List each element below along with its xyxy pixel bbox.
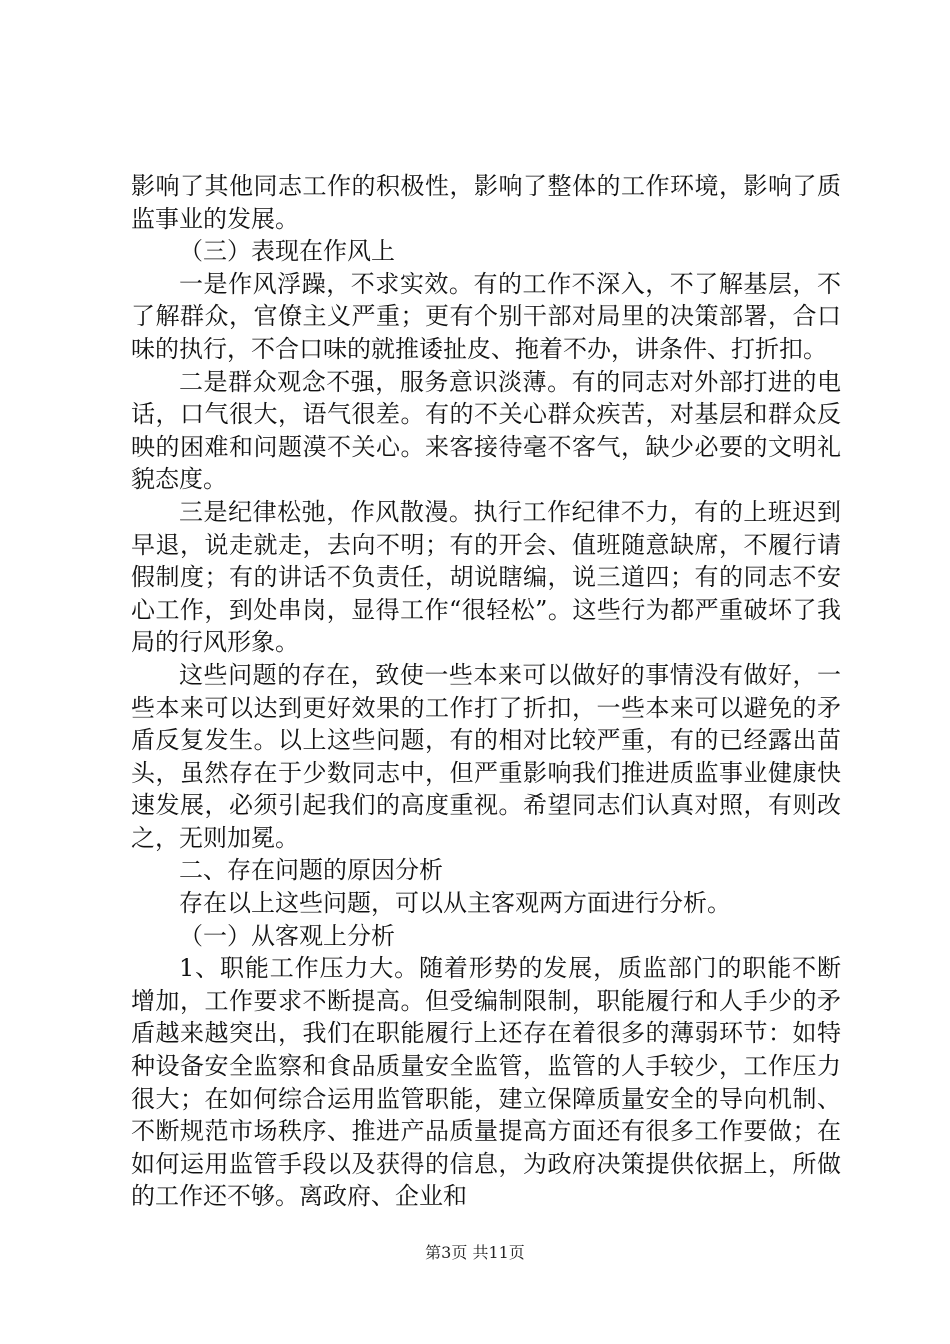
paragraph: 这些问题的存在，致使一些本来可以做好的事情没有做好，一些本来可以达到更好效果的工作打了折扣，一些本来可以避免的矛盾反复发生。以上这些问题，有的相对比较严重，有的已经露出苗头，虽然存在于少数同志中，但严重影响我们推进质监事业健康快速发展，必须引起我们的高度重视。希望同志们认真对照，有则改之，无则加冕。 — [131, 660, 841, 852]
section-heading: （一）从客观上分析 — [179, 921, 395, 950]
document-body — [131, 170, 841, 1213]
paragraph: 1、职能工作压力大。随着形势的发展，质监部门的职能不断增加，工作要求不断提高。但受编制限制，职能履行和人手少的矛盾越来越突出，我们在职能履行上还存在着很多的薄弱环节：如特种设备安全监察和食品质量安全监管，监管的人手较少，工作压力很大；在如何综合运用监管职能，建立保障质量安全的导向机制、不断规范市场秩序、推进产品质量提高方面还有很多工作要做；在如何运用监管手段以及获得的信息，为政府决策提供依据上，所做的工作还不够。离政府、企业和 — [131, 954, 841, 1211]
paragraph: 二是群众观念不强，服务意识淡薄。有的同志对外部打进的电话，口气很大，语气很差。有的不关心群众疾苦，对基层和群众反映的困难和问题漠不关心。来客接待毫不客气，缺少必要的文明礼貌态度。 — [131, 367, 841, 494]
section-heading: （三）表现在作风上 — [179, 237, 395, 266]
paragraph: 一是作风浮躁，不求实效。有的工作不深入，不了解基层，不了解群众，官僚主义严重；更有个别干部对局里的决策部署，合口味的执行，不合口味的就推诿扯皮、拖着不办，讲条件、打折扣。 — [131, 269, 841, 363]
paragraph: 影响了其他同志工作的积极性，影响了整体的工作环境，影响了质监事业的发展。 — [131, 172, 841, 233]
paragraph: 三是纪律松弛，作风散漫。执行工作纪律不力，有的上班迟到早退，说走就走，去向不明；有的开会、值班随意缺席，不履行请假制度；有的讲话不负责任，胡说瞎编，说三道四；有的同志不安心工作，到处串岗，显得工作“很轻松”。这些行为都严重破坏了我局的行风形象。 — [131, 497, 841, 657]
paragraph: 存在以上这些问题，可以从主客观两方面进行分析。 — [179, 889, 731, 918]
section-heading: 二、存在问题的原因分析 — [179, 856, 443, 885]
page-number-footer: 第3页 共11页 — [425, 1243, 525, 1262]
